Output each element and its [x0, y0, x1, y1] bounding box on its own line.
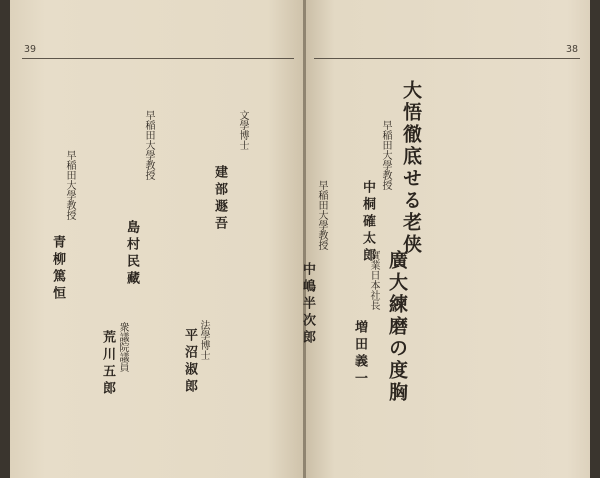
byline-name-2: 増田義一	[352, 320, 367, 388]
author-title-shimamura: 早稲田大學教授	[143, 110, 154, 180]
article-title-2: 廣大練磨の度胸	[386, 250, 408, 404]
right-page	[300, 0, 590, 478]
left-page	[10, 0, 303, 478]
byline-title-1: 早稲田大學教授	[380, 120, 391, 190]
byline-title-3: 早稲田大學教授	[316, 180, 327, 250]
author-name-arakawa: 荒川五郎	[100, 330, 115, 398]
article-title-1: 大悟徹底せる老侠	[400, 80, 422, 256]
author-name-tatebe: 建部遯吾	[212, 165, 227, 233]
left-page-number: 39	[24, 44, 37, 55]
left-header-rule	[22, 58, 294, 59]
byline-name-3: 中嶋半次郎	[300, 262, 315, 347]
right-page-number: 38	[566, 44, 579, 55]
right-header-rule	[314, 58, 580, 59]
author-title-tatebe: 文學博士	[237, 110, 248, 150]
author-title-hiranuma: 法學博士	[198, 320, 209, 360]
author-name-hiranuma: 平沼淑郎	[182, 328, 197, 396]
author-name-aoyagi: 青柳篤恒	[50, 235, 65, 303]
book-spread	[10, 0, 590, 478]
author-title-aoyagi: 早稲田大學教授	[64, 150, 75, 220]
author-title-arakawa: 衆議院議員	[117, 322, 128, 372]
byline-title-2: 實業日本社長	[368, 250, 379, 310]
byline-name-1: 中桐確太郎	[360, 180, 375, 265]
author-name-shimamura: 島村民藏	[124, 220, 139, 288]
